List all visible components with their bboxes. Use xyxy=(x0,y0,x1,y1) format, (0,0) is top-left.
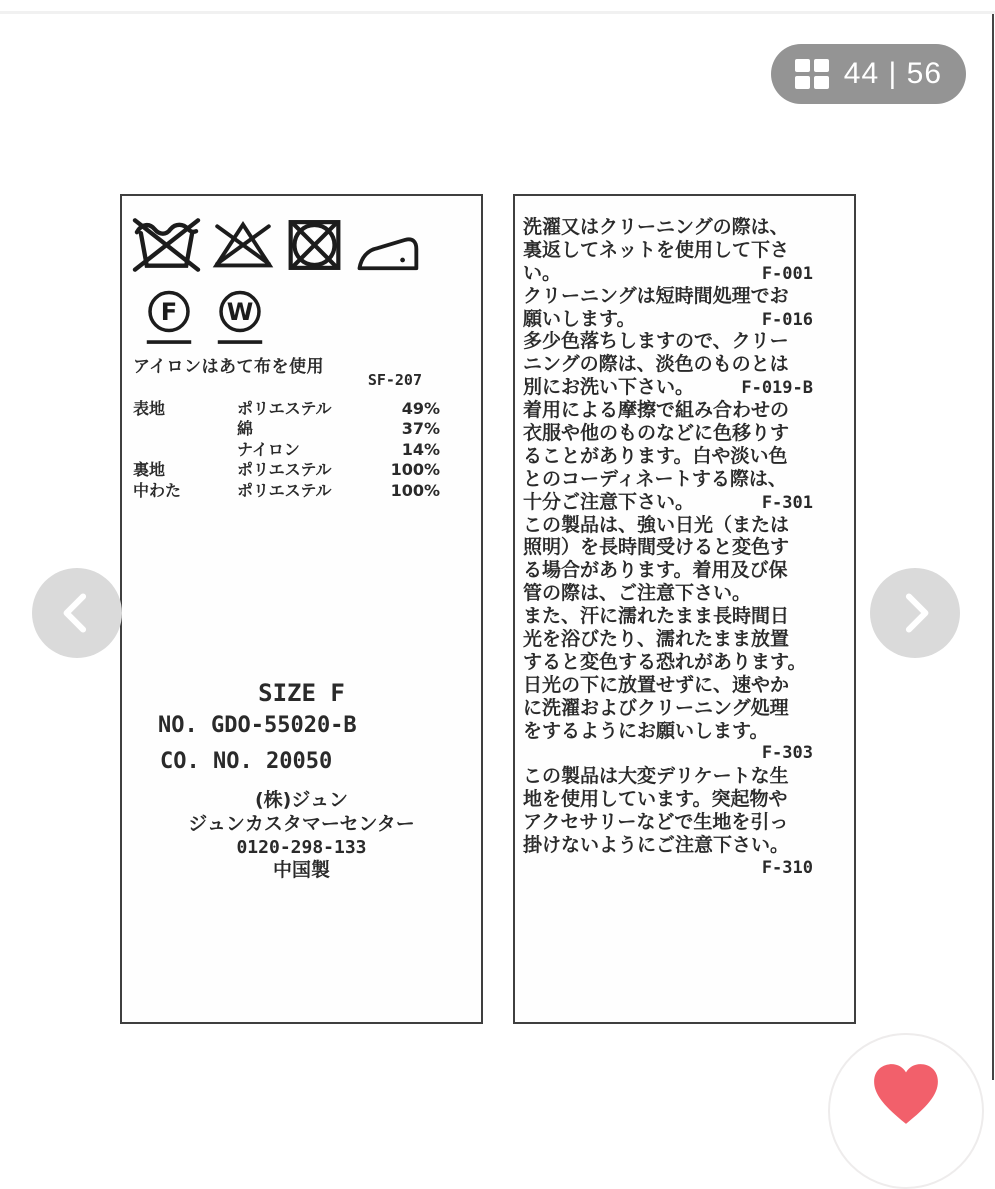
care-text-lines xyxy=(523,216,813,880)
care-instruction-line: に洗濯およびクリーニング処理 xyxy=(523,696,789,719)
care-instruction-line: クリーニングは短時間処理でお xyxy=(523,284,789,307)
phone-number: 0120-298-133 xyxy=(236,837,367,858)
care-instruction-line: とのコーディネートする際は、 xyxy=(523,467,787,490)
care-instruction-line: アクセサリーなどで生地を引っ xyxy=(523,811,789,834)
care-label-right xyxy=(513,194,856,1024)
care-instruction-line: F-303 xyxy=(761,743,813,764)
composition-row: 裏地 ポリエステル 100% xyxy=(133,460,440,480)
care-instruction-line: ニングの際は、淡色のものとは xyxy=(523,353,789,376)
care-instruction-line: 裏返してネットを使用して下さ xyxy=(523,238,790,261)
care-instruction-line: この製品は、強い日光（または xyxy=(523,513,790,536)
care-instruction-line: また、汗に濡れたまま長時間日 xyxy=(523,605,790,628)
grid-icon xyxy=(795,59,829,89)
chevron-left-icon xyxy=(38,568,116,658)
maker-name: (株)ジュン xyxy=(255,789,348,811)
care-instruction-line: 地を使用しています。突起物や xyxy=(523,788,788,811)
wet-clean-w-icon xyxy=(215,288,265,348)
care-instruction-line: 管の際は、ご注意下さい。 xyxy=(523,582,752,605)
composition-table xyxy=(133,399,440,501)
care-instruction-line: 掛けないようにご注意下さい。 xyxy=(523,834,790,857)
prev-image-button[interactable] xyxy=(32,568,122,658)
next-image-button[interactable] xyxy=(870,568,960,658)
care-instruction-line: 衣服や他のものなどに色移りす xyxy=(523,422,790,445)
do-not-bleach-icon xyxy=(211,216,275,274)
like-button[interactable] xyxy=(828,1033,984,1189)
composition-row: 表地 ポリエステル 49% xyxy=(133,399,440,418)
care-instruction-line: すると変色する恐れがあります。 xyxy=(523,650,807,673)
image-counter-badge[interactable] xyxy=(771,44,966,104)
dry-clean-symbols-row xyxy=(144,288,265,348)
iron-low-heat-icon xyxy=(354,224,420,274)
care-instruction-line: 十分ご注意下さい。 F-301 xyxy=(523,490,813,513)
composition-row: 中わた ポリエステル 100% xyxy=(133,480,440,500)
care-instruction-line: ることがあります。白や淡い色 xyxy=(523,444,788,467)
care-label-left xyxy=(120,194,483,1024)
photo-right-edge xyxy=(992,14,994,1080)
care-instruction-line: F-310 xyxy=(761,857,813,878)
composition-row: 綿 37% xyxy=(237,419,440,439)
ref-code: SF-207 xyxy=(367,371,422,389)
care-instruction-line: る場合があります。着用及び保 xyxy=(523,559,788,582)
care-instruction-line: 願いします。 F-016 xyxy=(523,307,813,330)
co-number: CO. NO. 20050 xyxy=(160,749,333,774)
svg-text:F: F xyxy=(160,297,178,326)
image-counter-text: 44 | 56 xyxy=(843,57,942,90)
care-instruction-line: 別にお洗い下さい。 F-019-B xyxy=(523,376,813,399)
care-instruction-line: い。 F-001 xyxy=(523,261,813,284)
care-instruction-line: 日光の下に放置せずに、速やか xyxy=(523,673,790,696)
heart-icon xyxy=(870,1062,942,1126)
care-instruction-line: 着用による摩擦で組み合わせの xyxy=(523,399,790,422)
size-text: SIZE F xyxy=(258,679,345,707)
customer-center: ジュンカスタマーセンター xyxy=(188,813,415,835)
svg-text:W: W xyxy=(226,297,254,326)
chevron-right-icon xyxy=(876,568,954,658)
care-instruction-line: 照明）を長時間受けると変色す xyxy=(523,536,790,559)
care-instruction-line: 多少色落ちしますので、クリー xyxy=(523,330,789,353)
item-number: NO. GDO-55020-B xyxy=(158,713,357,738)
composition-row: ナイロン 14% xyxy=(237,439,440,459)
care-instruction-line: 光を浴びたり、濡れたまま放置 xyxy=(523,628,790,651)
care-instruction-line: をするようにお願いします。 xyxy=(523,719,769,742)
country-of-origin: 中国製 xyxy=(272,859,330,881)
top-divider xyxy=(0,0,995,14)
care-symbols-row xyxy=(131,216,420,274)
care-instruction-line: 洗濯又はクリーニングの際は、 xyxy=(523,216,789,238)
company-block xyxy=(122,789,481,882)
care-instruction-line: この製品は大変デリケートな生 xyxy=(523,765,789,788)
do-not-tumble-dry-icon xyxy=(284,216,345,274)
iron-note: アイロンはあて布を使用 xyxy=(133,357,324,377)
do-not-wash-icon xyxy=(131,216,202,274)
dry-clean-f-icon xyxy=(144,288,194,348)
